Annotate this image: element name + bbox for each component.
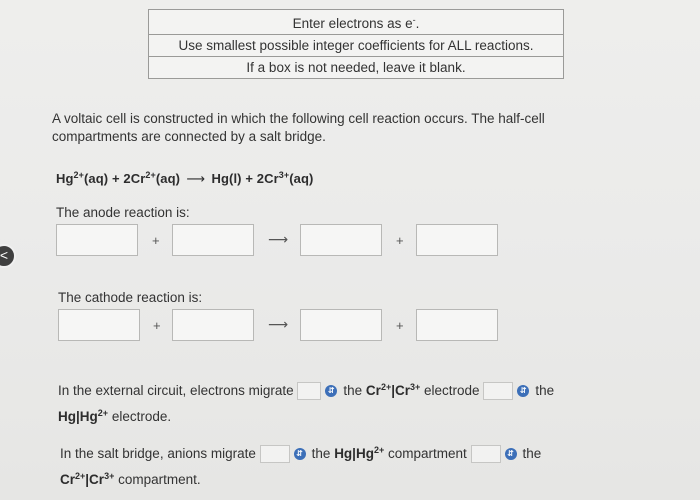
instruction-electrons: Enter electrons as e-. <box>149 10 564 35</box>
cathode-arrow: ⟶ <box>268 316 289 332</box>
anode-product-1-input[interactable] <box>300 224 382 256</box>
cathode-plus-1: + <box>153 318 161 333</box>
salt-direction-select-1[interactable] <box>260 445 290 463</box>
external-direction-select-2[interactable] <box>483 382 513 400</box>
cathode-reactant-2-input[interactable] <box>172 309 254 341</box>
external-direction-select-1[interactable] <box>297 382 321 400</box>
cathode-reactant-1-input[interactable] <box>58 309 140 341</box>
cell-reaction: $Hg^{2+}(aq) + 2Cr^{2+}(aq)$ ⟶ $Hg(l) + 2Cr^{3+}(aq)$ <box>56 170 314 186</box>
chevron-updown-icon[interactable]: ⇵ <box>294 448 306 460</box>
cathode-product-2-input[interactable] <box>416 309 498 341</box>
intro-text: A voltaic cell is constructed in which the following cell reaction occurs. The half-cell compartments are connected by a salt bridge. <box>52 111 545 144</box>
salt-bridge-question: In the salt bridge, anions migrate ⇵ the $Hg|Hg^{2+}$ compartment ⇵ the $Cr^{2+}|Cr^{3+}$ compartment. <box>60 445 542 487</box>
chevron-updown-icon[interactable]: ⇵ <box>325 385 337 397</box>
back-arrow-icon[interactable]: < <box>0 244 16 268</box>
cathode-product-1-input[interactable] <box>300 309 382 341</box>
instruction-coefficients: Use smallest possible integer coefficients for ALL reactions. <box>149 35 564 57</box>
anode-plus-2: + <box>396 233 404 248</box>
anode-product-2-input[interactable] <box>416 224 498 256</box>
cathode-plus-2: + <box>396 318 404 333</box>
anode-label: The anode reaction is: <box>56 205 190 220</box>
chevron-updown-icon[interactable]: ⇵ <box>517 385 529 397</box>
anode-reactant-2-input[interactable] <box>172 224 254 256</box>
reaction-arrow: ⟶ <box>186 171 206 186</box>
anode-arrow: ⟶ <box>268 231 289 247</box>
chevron-updown-icon[interactable]: ⇵ <box>505 448 517 460</box>
instruction-blank: If a box is not needed, leave it blank. <box>149 57 564 79</box>
salt-direction-select-2[interactable] <box>471 445 501 463</box>
anode-plus-1: + <box>152 233 160 248</box>
instructions-table <box>148 9 564 79</box>
anode-reactant-1-input[interactable] <box>56 224 138 256</box>
external-circuit-question: In the external circuit, electrons migrate ⇵ the $Cr^{2+}|Cr^{3+}$ electrode ⇵ the $Hg|Hg^{2+}$ electrode. <box>58 382 555 424</box>
cathode-label: The cathode reaction is: <box>58 290 203 305</box>
